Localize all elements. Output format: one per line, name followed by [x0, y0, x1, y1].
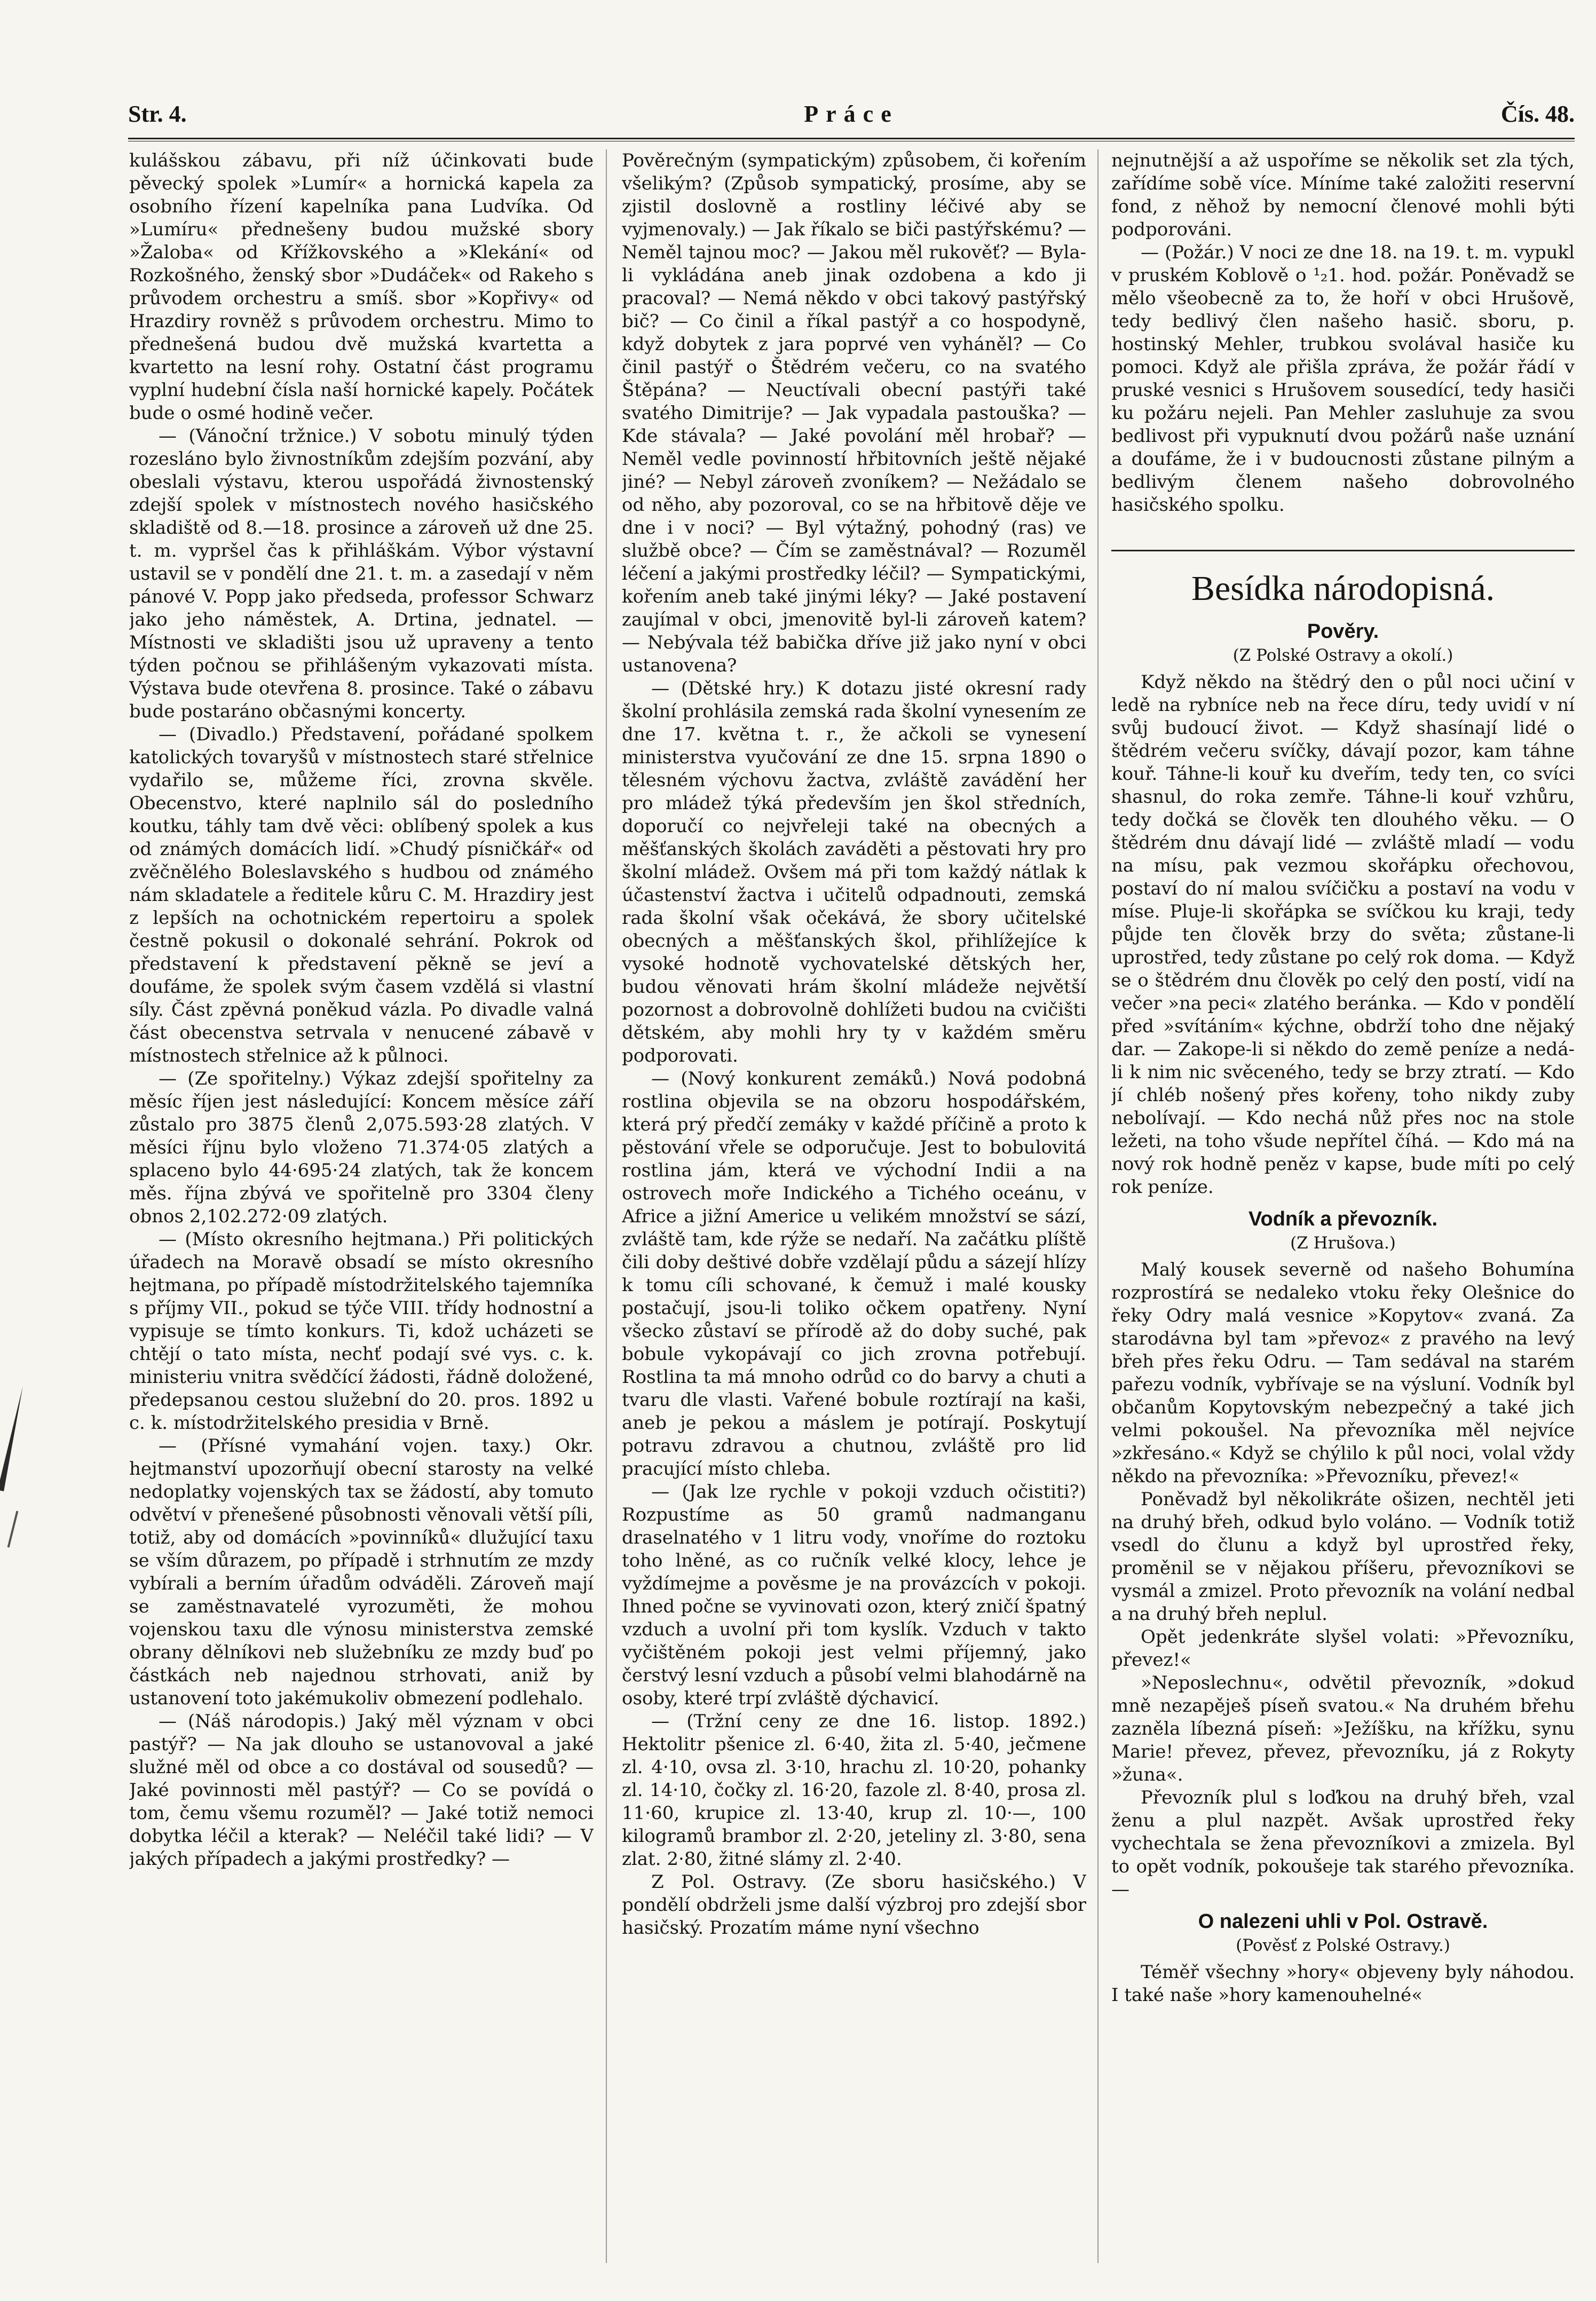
article-paragraph: nejnutnější a až uspoříme se několik set zla tých, zařídíme sobě více. Míníme také založiti reservní fond, z něhož by nemocní členové mohli býti podporováni. — [1111, 150, 1575, 240]
article-trzni-ceny: — (Tržní ceny ze dne 16. listop. 1892.) Hektolitr pšenice zl. 6·40, žita zl. 5·40, ječmene zl. 4·10, ovsa zl. 3·10, hrachu zl. 10·20, pohanky zl. 14·10, čočky zl. 16·20, fazole zl. 8·40, prosa zl. 11·60, krupice zl. 13·40, krup zl. 10·—, 100 kilogramů brambor zl. 2·20, jeteliny zl. 3·80, sena zlat. 2·80, žitné slámy zl. 2·40. — [622, 1711, 1086, 1870]
article-vzduch: — (Jak lze rychle v pokoji vzduch očistiti?) Rozpustíme as 50 gramů nadmanganu draselnatého v 1 litru vody, vnoříme do roztoku toho lněné, as co ručník velké klocy, lehce je vyždímejme a pověsme je na provázcích v pokoji. Ihned počne se vyvinovati ozon, který zničí špatný vzduch a uvolní při tom kyslík. Vzduch v takto vyčištěném pokoji jest velmi příjemný, jako čerstvý lesní vzduch a působí velmi blahodárně na osoby, které trpí zvláště dýchavicí. — [622, 1481, 1086, 1709]
article-pozar: — (Požár.) V noci ze dne 18. na 19. t. m. vypukl v pruském Koblově o ¹₂1. hod. požár. Poněvadž se mělo všeobecně za to, že hoří v obci Hrušově, tedy bedlivý člen našeho hasič. sboru, p. hostinský Mehler, trubkou svolával hasiče ku pomoci. Když ale přišla zpráva, že požár řádí v pruské vesnici s Hrušovem sousedící, tedy hasiči ku požáru nejeli. Pan Mehler zasluhuje za svou bedlivost při vypuknutí dvou požárů naše uznání a doufáme, že i v budoucnosti zůstane pilným a bedlivým členem našeho dobrovolného hasičského spolku. — [1111, 242, 1575, 516]
margin-ink-mark — [7, 1511, 19, 1548]
column-1 — [129, 149, 594, 2274]
article-paragraph: Téměř všechny »hory« objeveny byly náhodou. I také naše »hory kamenouhelné« — [1111, 1962, 1575, 2006]
page-number: Str. 4. — [128, 101, 187, 127]
article-paragraph: Poněvadž byl několikráte ošizen, nechtěl jeti na druhý břeh, odkud bylo voláno. — Vodník totiž vsedl do člunu a když byl uprostřed řeky, proměnil se v nějakou příšeru, převozníkovi se vysmál a zmizel. Proto převozník na volání nedbal a na druhý břeh neplul. — [1111, 1489, 1575, 1625]
header-rule — [128, 138, 1575, 141]
article-paragraph: Malý kousek severně od našeho Bohumína rozprostírá se nedaleko vtoku řeky Olešnice do řeky Odry malá vesnice »Kopytov« zvaná. Za starodávna byl tam »převoz« z pravého na levý břeh přes řeku Odru. — Tam sedával na starém pařezu vodník, vybřívaje se na výsluní. Vodník byl občanům Kopytovským nebezpečný a také jich velmi pokoušel. Na převozníka měl nejvíce »zkřesáno.« Když se chýlilo k půl noci, volal vždy někdo na převozníka: »Převozníku, převez!« — [1111, 1259, 1575, 1487]
masthead-title: Práce — [804, 101, 899, 127]
article-paragraph: Pověrečným (sympatickým) způsobem, či kořením všelikým? (Způsob sympatický, prosíme, aby se zjistil doslovně a rostliny léčivé aby se vyjmenovaly.) — Jak říkalo se biči pastýřskému? — Neměl tajnou moc? — Jakou měl rukověť? — Byla-li vykládána aneb jinak ozdobena a kdo ji pracoval? — Nemá někdo v obci takový pastýřský bič? — Co činil a říkal pastýř a co hospodyně, když dobytek z jara poprvé ven vyháněl? — Co činil pastýř o Štědrém večeru, co na svatého Štěpána? — Neuctívali obecní pastýři také svatého Dimitrije? — Jak vypadala pastouška? — Kde stávala? — Jaké povolání měl hrobař? — Neměl vedle povinností hřbitovních ještě nějaké jiné? — Nebyl zároveň zvoníkem? — Nežádalo se od něho, aby pozoroval, co se na hřbitově děje ve dne i v noci? — Byl výtažný, pohodný (ras) ve službě obce? — Čím se zaměstnával? — Rozuměl léčení a jakými prostředky léčil? — Sympatickými, kořením aneb také jinými léky? — Jaké postavení zaujímal v obci, jmenovitě byl-li zároveň katem? — Nebývala též babička dříve již jako nyní v obci ustanovena? — [622, 150, 1086, 676]
section-title: Besídka národopisná. — [1111, 550, 1575, 611]
column-divider — [1097, 149, 1099, 2263]
article-paragraph: Opět jedenkráte slyšel volati: »Převozníku, převez!« — [1111, 1626, 1575, 1671]
article-prisne-vymahani: — (Přísné vymahání vojen. taxy.) Okr. hejtmanství upozorňují obecní starosty na velké nedoplatky vojenských tax se žádostí, aby tomuto odvětví v přenešené působnosti věnovali větší píli, totiž, aby od domácích »povinníků« dlužující taxu se vším důrazem, po případě i strhnutím ze mzdy vybírali a berním úřadům odváděli. Zároveň mají se zaměstnavatelé vyrozuměti, že mohou vojenskou taxu dle výnosu ministerstva zemské obrany dělníkovi neb služebníku ze mzdy buď po částkách neb najednou strhovati, aniž by ustanovení toto jakémukoliv obmezení podlehalo. — [129, 1435, 594, 1709]
subsection-title: O nalezeni uhli v Pol. Ostravě. — [1198, 1910, 1488, 1933]
article-novy-konkurent: — (Nový konkurent zemáků.) Nová podobná rostlina objevila se na obzoru hospodářském, která prý předčí zemáky v každé příčině a proto k pěstování vřele se odporučuje. Jest to bobulovitá rostlina jám, která ve východní Indii a na ostrovech moře Indického a Tichého oceánu, v Africe a jižní Americe u velikém množství se sází, zvláště tam, kde rýže se nedaří. Na začátku plíště čili doby deštivé dobře vzdělají půdu a sázejí hlízy k tomu cíli schované, k čemuž i malé kousky postačují, jsou-li toliko očkem opatřeny. Nyní všecko zůstaví se přírodě až do doby suché, pak bobule vykopávají co jich zrovna potřebují. Rostlina ta má mnoho odrůd co do barvy a chuti a tvaru dle vlasti. Vařené bobule roztírají na kaši, aneb je pekou a máslem je potírají. Poskytují potravu zdravou a chutnou, zvláště pro lid pracující místo chleba. — [622, 1068, 1086, 1480]
issue-number: Čís. 48. — [1500, 101, 1575, 127]
margin-ink-mark — [0, 1386, 26, 1491]
article-detske-hry: — (Dětské hry.) K dotazu jisté okresní rady školní prohlásila zemská rada školní vynesením ze dne 17. května t. r., že ačkoli se vynesení ministerstva vyučování ze dne 15. srpna 1890 o tělesném výchovu žactva, zvláště zavádění her pro mládež týká především jen škol středních, doporučí co nejvřeleji také na obecných a měšťanských školách zaváděti a pěstovati hry pro školní mládež. Ovšem má při tom každý nátlak k účastenství žactva i učitelů odpadnouti, zemská rada školní však očekává, že sbory učitelské obecných a měšťanských škol, přihlížejíce k vysoké hodnotě vychovatelské dětských her, budou věnovati hrám školní mládeže největší pozornost a dobrovolně dohlížeti budou na cvičišti dětském, aby mohli hry ty v každém směru podporovati. — [622, 678, 1086, 1066]
subsection-source: (Z Polské Ostravy a okolí.) — [1232, 646, 1453, 665]
article-nas-narodopis: — (Náš národopis.) Jaký měl význam v obci pastýř? — Na jak dlouho se ustanovoval a jaké služné měl od obce a co dostával od sousedů? — Jaké povinnosti měl pastýř? — Co se povídá o tom, čemu všemu rozuměl? — Jaké totiž nemoci dobytka léčil a kterak? — Neléčil také lidi? — V jakých případech a jakými prostředky? — — [129, 1711, 594, 1870]
column-divider — [606, 149, 607, 2263]
column-2 — [622, 149, 1086, 2274]
article-divadlo: — (Divadlo.) Představení, pořádané spolkem katolických tovaryšů v místnostech staré střelnice vydařilo se, můžeme říci, zrovna skvěle. Obecenstvo, které naplnilo sál do posledního koutku, táhly tam dvě věci: oblíbený spolek a kus od známých domácích lidí. »Chudý písničkář« od zvěčnělého Boleslavského s hudbou od známého nám skladatele a ředitele kůru C. M. Hrazdiry jest z lepších na ochotnickém repertoiru a spolek čestně pokusil o dokonalé sehrání. Pokrok od představení k představení pěkně se jeví a doufáme, že spolek svým časem vzdělá si vlastní síly. Část zpěvná poněkud vázla. Po divadle valná část obecenstva setrvala v nenucené zábavě v místnostech střelnice až k půlnoci. — [129, 724, 594, 1066]
article-misto-okresniho-hejtmana: — (Místo okresního hejtmana.) Při politických úřadech na Moravě obsadí se místo okresního hejtmana, po případě místodržitelského tajemníka s příjmy VII., pokud se týče VIII. třídy hodnostní a vypisuje se tímto konkurs. Ti, kdož ucházeti se chtějí o tato místa, nechť podají své vys. c. k. ministeriu vnitra svědčící žádosti, řádně doložené, předepsanou cestou služební do 20. pros. 1892 u c. k. místodržitelského presidia v Brně. — [129, 1229, 594, 1434]
subsection-source: (Z Hrušova.) — [1290, 1233, 1396, 1253]
article-paragraph: Převozník plul s loďkou na druhý břeh, vzal ženu a plul nazpět. Avšak uprostřed řeky vychechtala se žena převozníkovi a zmizela. Byl to opět vodník, pokoušeje tak starého převozníka. — — [1111, 1787, 1575, 1900]
subsection-source: (Pověsť z Polské Ostravy.) — [1236, 1936, 1450, 1955]
article-z-pol-ostravy: Z Pol. Ostravy. (Ze sboru hasičského.) V pondělí obdrželi jsme další výzbroj pro zdejší sbor hasičský. Prozatím máme nyní všechno — [622, 1871, 1086, 1939]
article-vanocni-trznice: — (Vánoční tržnice.) V sobotu minulý týden rozesláno bylo živnostníkům zdejším pozvání, aby obeslali výstavu, kterou uspořádá živnostenský zdejší spolek v místnostech nového hasičského skladiště od 8.—18. prosince a zároveň už dne 25. t. m. vypršel čas k přihláškám. Výbor výstavní ustavil se v pondělí dne 21. t. m. a zasedají v něm pánové V. Popp jako předseda, professor Schwarz jako jeho náměstek, A. Drtina, jednatel. — Místnosti ve skladišti jsou už upraveny a tento týden počnou se přihlášeným vykazovati místa. Výstava bude otevřena 8. prosince. Také o zábavu bude postaráno občasnými koncerty. — [129, 425, 594, 722]
page-header — [128, 91, 1575, 133]
column-3 — [1111, 149, 1575, 2274]
article-paragraph: Když někdo na štědrý den o půl noci učiní v ledě na rybníce neb na řece díru, tedy uvidí v ní svůj budoucí život. — Když shasínají lidé o štědrém večeru svíčky, dávají pozor, kam táhne kouř. Táhne-li kouř ku dveřím, tedy ten, co svíci shasnul, do roka zemře. Táhne-li kouř vzhůru, tedy dočká se člověk ten dlouhého věku. — O štědrém dnu dávají lidé — zvláště mladí — vodu na mísu, pak vezmou skořápku ořechovou, postaví do ní malou svíčičku a postaví na vodu v míse. Pluje-li skořápka se svíčkou ku kraji, tedy půjde ten člověk brzy do světa; zůstane-li uprostřed, tedy zůstane po celý rok doma. — Když se o štědrém dnu člověk po celý den postí, vidí na večer »na peci« zlatého beránka. — Kdo v pondělí před »svítáním« kýchne, obdrží toho dne nějaký dar. — Zakope-li si někdo do země peníze a nedá-li k nim nic svěceného, tedy se brzy ztratí. — Kdo jí chléb nošený přes kořeny, toho nikdy zuby nebolívají. — Kdo nechá nůž přes noc na stole ležeti, na toho všude nepřítel číhá. — Kdo má na nový rok hodně peněz v kapse, bude míti po celý rok peníze. — [1111, 671, 1575, 1198]
article-paragraph: »Neposlechnu«, odvětil převozník, »dokud mně nezapěješ píseň svatou.« Na druhém břehu zazněla líbezná píseň: »Ježíšku, na křížku, synu Marie! převez, převez, převozníku, já z Rokyty »žuna«. — [1111, 1672, 1575, 1785]
subsection-title: Vodník a převozník. — [1248, 1208, 1438, 1230]
article-ze-sporitelny: — (Ze spořitelny.) Výkaz zdejší spořitelny za měsíc říjen jest následující: Koncem měsíce září zůstalo pro 3875 členů 2,075.593·28 zlatých. V měsíci říjnu bylo vloženo 71.374·05 zlatých a splaceno bylo 44·695·24 zlatých, tak že koncem měs. října zbývá ve spořitelně pro 3304 členy obnos 2,102.272·09 zlatých. — [129, 1068, 594, 1227]
article-paragraph: kulášskou zábavu, při níž účinkovati bude pěvecký spolek »Lumír« a hornická kapela za osobního řízení kapelníka pana Ludvíka. Od »Lumíru« přednešeny budou mužské sbory »Žaloba« od Křížkovského a »Klekání« od Rozkošného, ženský sbor »Dudáček« od Rakeho s průvodem orchestru a smíš. sbor »Kopřivy« od Hrazdiry rovněž s průvodem orchestru. Mimo to přednešená budou dvě mužská kvartetta a kvartetto na lesní rohy. Ostatní část programu vyplní hudební čísla naší hornické kapely. Počátek bude o osmé hodině večer. — [129, 150, 594, 424]
subsection-title: Pověry. — [1307, 620, 1379, 643]
